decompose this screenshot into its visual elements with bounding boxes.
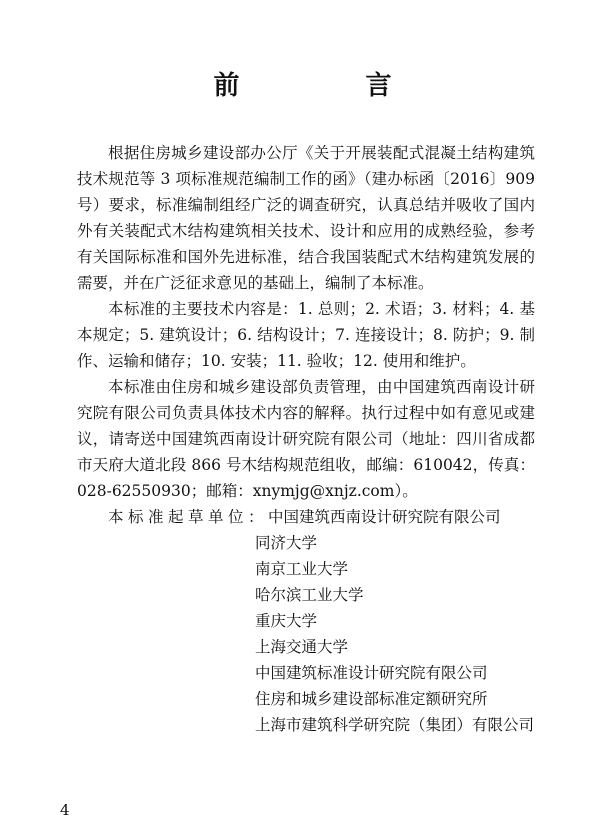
- paragraph-main-contents: 本标准的主要技术内容是：1. 总则；2. 术语；3. 材料；4. 基本规定；5. 建筑设计；6. 结构设计；7. 连接设计；8. 防护；9. 制作、运输和储存；10. 安装；11. 验收；12. 使用和维护。: [77, 300, 535, 370]
- drafting-unit: 重庆大学: [255, 612, 318, 630]
- drafting-units-list: [77, 530, 535, 738]
- paragraph-background: 根据住房城乡建设部办公厅《关于开展装配式混凝土结构建筑技术规范等 3 项标准规范编制工作的函》（建办标函〔2016〕909 号）要求，标准编制组经广泛的调查研究，认真总结并吸收了国内外有关装配式木结构建筑相关技术、设计和应用的成熟经验，参考有关国际标准和国外先进标准，结合我国装配式木结构建筑发展的需要，并在广泛征求意见的基础上，编制了本标准。: [77, 144, 535, 292]
- drafting-unit: 南京工业大学: [255, 560, 349, 578]
- page-number: 4: [60, 801, 70, 819]
- drafting-unit: 哈尔滨工业大学: [255, 586, 364, 604]
- drafting-unit: 住房和城乡建设部标准定额研究所: [255, 690, 488, 708]
- drafting-unit: 同济大学: [255, 534, 318, 552]
- drafting-unit: 中国建筑标准设计研究院有限公司: [255, 664, 488, 682]
- drafting-unit: 上海交通大学: [255, 638, 349, 656]
- paragraph-administration: 本标准由住房和城乡建设部负责管理，由中国建筑西南设计研究院有限公司负责具体技术内容的解释。执行过程中如有意见或建议，请寄送中国建筑西南设计研究院有限公司（地址：四川省成都市天府大道北段 866 号木结构规范组收，邮编：610042，传真：028-62550930；邮箱：xnymjg@xnjz.com）。: [77, 378, 535, 500]
- drafting-units-section: [77, 504, 535, 530]
- page-title: 前 言: [213, 71, 442, 101]
- drafting-unit: 上海市建筑科学研究院（集团）有限公司: [255, 716, 535, 734]
- drafting-unit-first: 中国建筑西南设计研究院有限公司: [268, 508, 501, 526]
- drafting-units-label: 本标准起草单位：: [108, 508, 269, 526]
- document-body: [77, 140, 535, 738]
